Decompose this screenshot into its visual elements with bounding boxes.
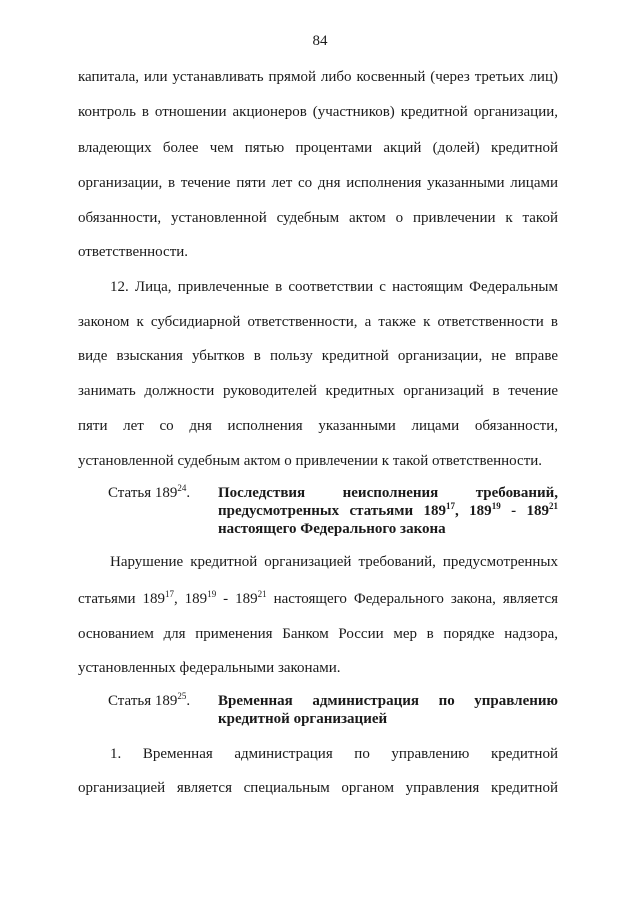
article-24-title bbox=[218, 484, 558, 538]
para1-line-6: ответственности. bbox=[78, 244, 189, 260]
article-24-title-line-2: предусмотренных статьями $189^{17}$, $189^{19} - 189^{21}$ bbox=[218, 501, 559, 519]
article-25-title-line-1: Временная администрация по управлению bbox=[218, 693, 558, 709]
para2-line-6: установленной судебным актом о привлечении к такой ответственности. bbox=[78, 453, 543, 469]
para2-line-2: законом к субсидиарной ответственности, а также к ответственности в bbox=[78, 314, 558, 330]
article-24-title-line-1: Последствия неисполнения требований, bbox=[218, 485, 558, 501]
para2-line-1: 12. Лица, привлеченные в соответствии с настоящим Федеральным bbox=[110, 279, 558, 295]
para2-line-5: пяти лет со дня исполнения указанными лицами обязанности, bbox=[78, 418, 558, 434]
para3-line-1: Нарушение кредитной организацией требований, предусмотренных bbox=[110, 554, 558, 570]
para3-line-3: основанием для применения Банком России мер в порядке надзора, bbox=[78, 626, 558, 642]
para3-line-4: установленных федеральными законами. bbox=[78, 660, 341, 676]
page-number: 84 bbox=[312, 33, 328, 49]
article-25-title-line-2: кредитной организацией bbox=[218, 711, 388, 727]
para4-line-2: организацией является специальным органом управления кредитной bbox=[78, 780, 558, 796]
para1-line-5: обязанности, установленной судебным актом о привлечении к такой bbox=[78, 210, 558, 226]
para4-line-1: 1. Временная администрация по управлению кредитной bbox=[110, 746, 558, 762]
para1-line-3: владеющих более чем пятью процентами акций (долей) кредитной bbox=[78, 140, 558, 156]
para1-line-2: контроль в отношении акционеров (участников) кредитной организации, bbox=[78, 104, 558, 120]
para3-line-2: статьями $189^{17}$, $189^{19} - 189^{21}$ настоящего Федерального закона, является bbox=[78, 589, 558, 607]
para1-line-1: капитала, или устанавливать прямой либо косвенный (через третьих лиц) bbox=[78, 69, 558, 85]
article-24-title-line-3: настоящего Федерального закона bbox=[218, 521, 446, 537]
para2-line-3: виде взыскания убытков в пользу кредитной организации, не вправе bbox=[78, 348, 558, 364]
para1-line-4: организации, в течение пяти лет со дня исполнения указанными лицами bbox=[78, 175, 558, 191]
article-25-label: Статья $189^{25}$. bbox=[108, 691, 191, 709]
article-24-label: Статья $189^{24}$. bbox=[108, 483, 191, 501]
article-25-title bbox=[218, 692, 558, 728]
para2-line-4: занимать должности руководителей кредитных организаций в течение bbox=[78, 383, 558, 399]
